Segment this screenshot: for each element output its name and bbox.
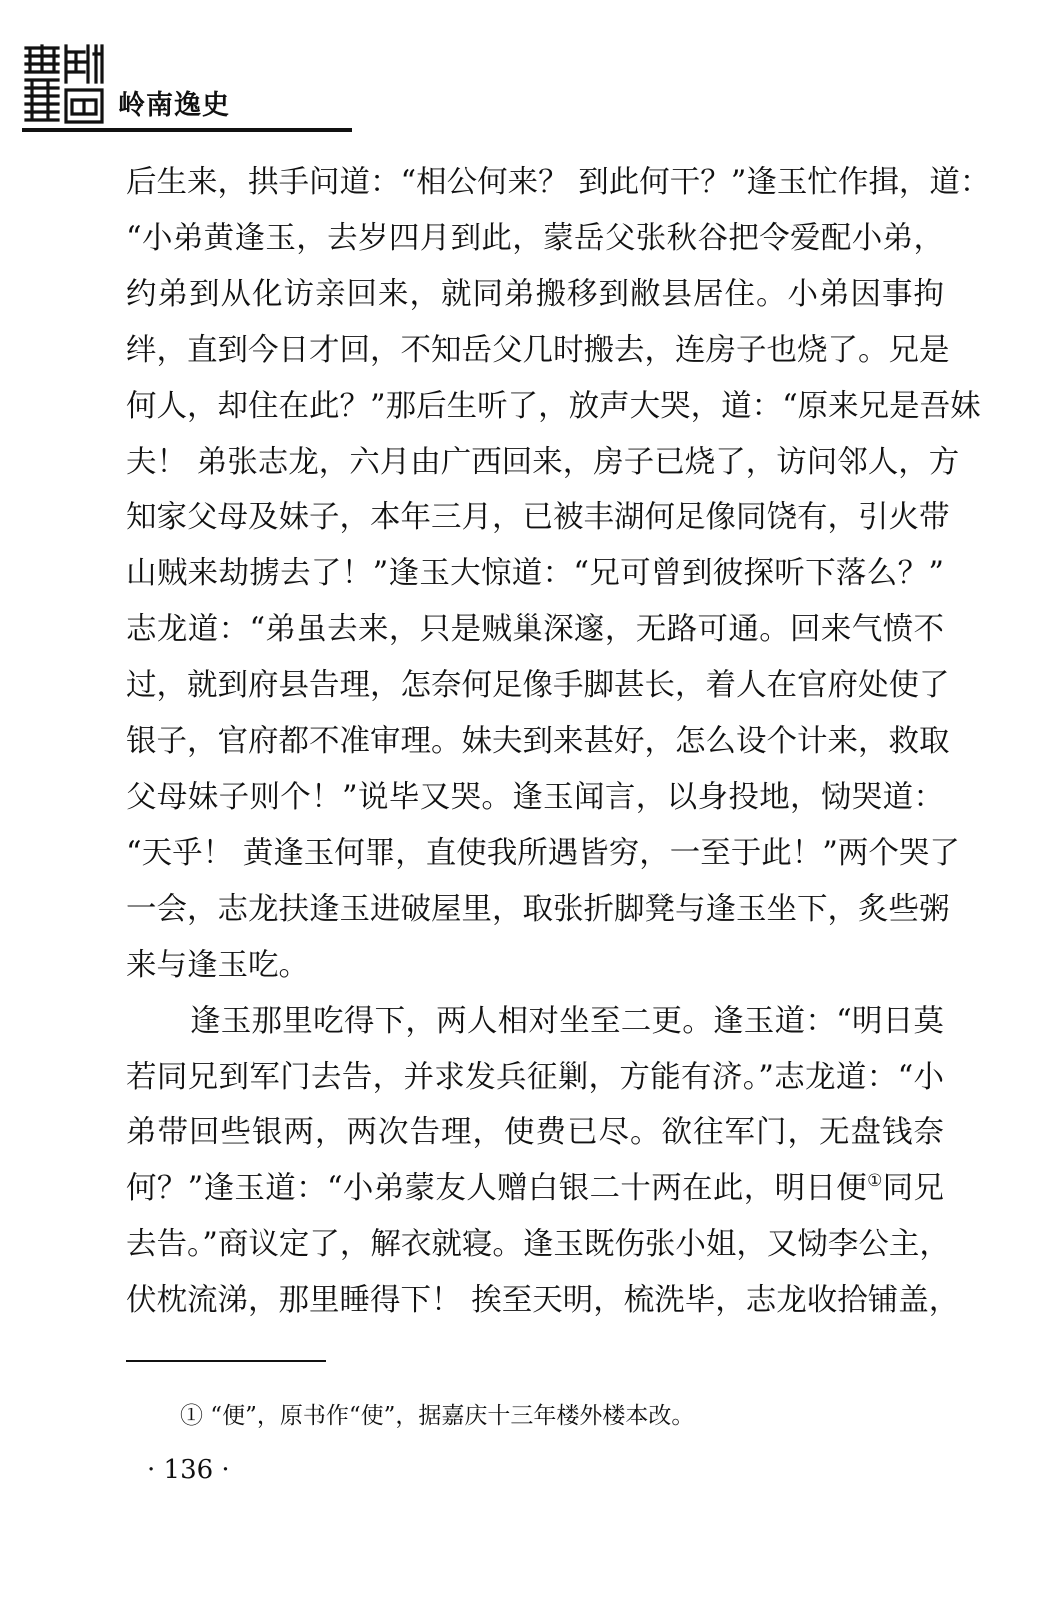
text-line: 伏枕流涕，那里睡得下！ 挨至天明，梳洗毕，志龙收拾铺盖， bbox=[126, 1283, 960, 1319]
text-line: “小弟黄逢玉，去岁四月到此，蒙岳父张秋谷把令爱配小弟， bbox=[126, 220, 944, 256]
text-line: 约弟到从化访亲回来，就同弟搬移到敝县居住。小弟因事拘 bbox=[126, 276, 944, 312]
text-line: 一会，志龙扶逢玉进破屋里，取张折脚凳与逢玉坐下，炙些粥 bbox=[126, 891, 950, 927]
text-line: 后生来，拱手问道：“相公何来？ 到此何干？”逢玉忙作揖，道： bbox=[126, 165, 991, 200]
text-line: 绊，直到今日才回，不知岳父几时搬去，连房子也烧了。兄是 bbox=[126, 332, 950, 368]
footnote: ① “便”，原书作“使”，据嘉庆十三年楼外楼本改。 bbox=[180, 1403, 695, 1429]
text-line-with-note bbox=[126, 1161, 944, 1217]
text-line: 银子，官府都不准审理。妹夫到来甚好，怎么设个计来，救取 bbox=[126, 724, 950, 760]
text-line: “天乎！ 黄逢玉何罪，直使我所遇皆穷，一至于此！”两个哭了 bbox=[126, 835, 960, 871]
text-line: 知家父母及妹子，本年三月，已被丰湖何足像同饶有，引火带 bbox=[126, 500, 950, 536]
footnote-rule bbox=[126, 1360, 326, 1362]
text-line: 过，就到府县告理，怎奈何足像手脚甚长，着人在官府处使了 bbox=[126, 668, 950, 704]
body-text bbox=[126, 155, 991, 1329]
text-line: 山贼来劫掳去了！”逢玉大惊道：“兄可曾到彼探听下落么？” bbox=[126, 556, 944, 592]
text-line: 来与逢玉吃。 bbox=[126, 947, 309, 983]
paragraph-first-line: 逢玉那里吃得下，两人相对坐至二更。逢玉道：“明日莫 bbox=[190, 1003, 944, 1039]
text-line: 夫！ 弟张志龙，六月由广西回来，房子已烧了，访问邻人，方 bbox=[126, 444, 960, 480]
page-number: · 136 · bbox=[147, 1455, 230, 1485]
text-line: 去告。”商议定了，解衣就寝。逢玉既伤张小姐，又恸李公主， bbox=[126, 1227, 950, 1263]
text-line: 若同兄到军门去告，并求发兵征剿，方能有济。”志龙道：“小 bbox=[126, 1059, 944, 1095]
text-segment: 同兄 bbox=[882, 1171, 944, 1207]
header-rule bbox=[22, 128, 352, 132]
text-line: 志龙道：“弟虽去来，只是贼巢深邃，无路可通。回来气愤不 bbox=[126, 612, 944, 648]
seal-logo-icon bbox=[22, 42, 104, 126]
text-segment: 何？”逢玉道：“小弟蒙友人赠白银二十两在此，明日便 bbox=[126, 1171, 868, 1207]
text-line: 父母妹子则个！”说毕又哭。逢玉闻言，以身投地，恸哭道： bbox=[126, 779, 944, 815]
footnote-marker: ① bbox=[867, 1171, 883, 1192]
text-line: 何人，却住在此？”那后生听了，放声大哭，道：“原来兄是吾妹 bbox=[126, 388, 981, 424]
text-line: 弟带回些银两，两次告理，使费已尽。欲往军门，无盘钱奈 bbox=[126, 1115, 944, 1151]
book-title-header: 岭南逸史 bbox=[118, 90, 230, 121]
